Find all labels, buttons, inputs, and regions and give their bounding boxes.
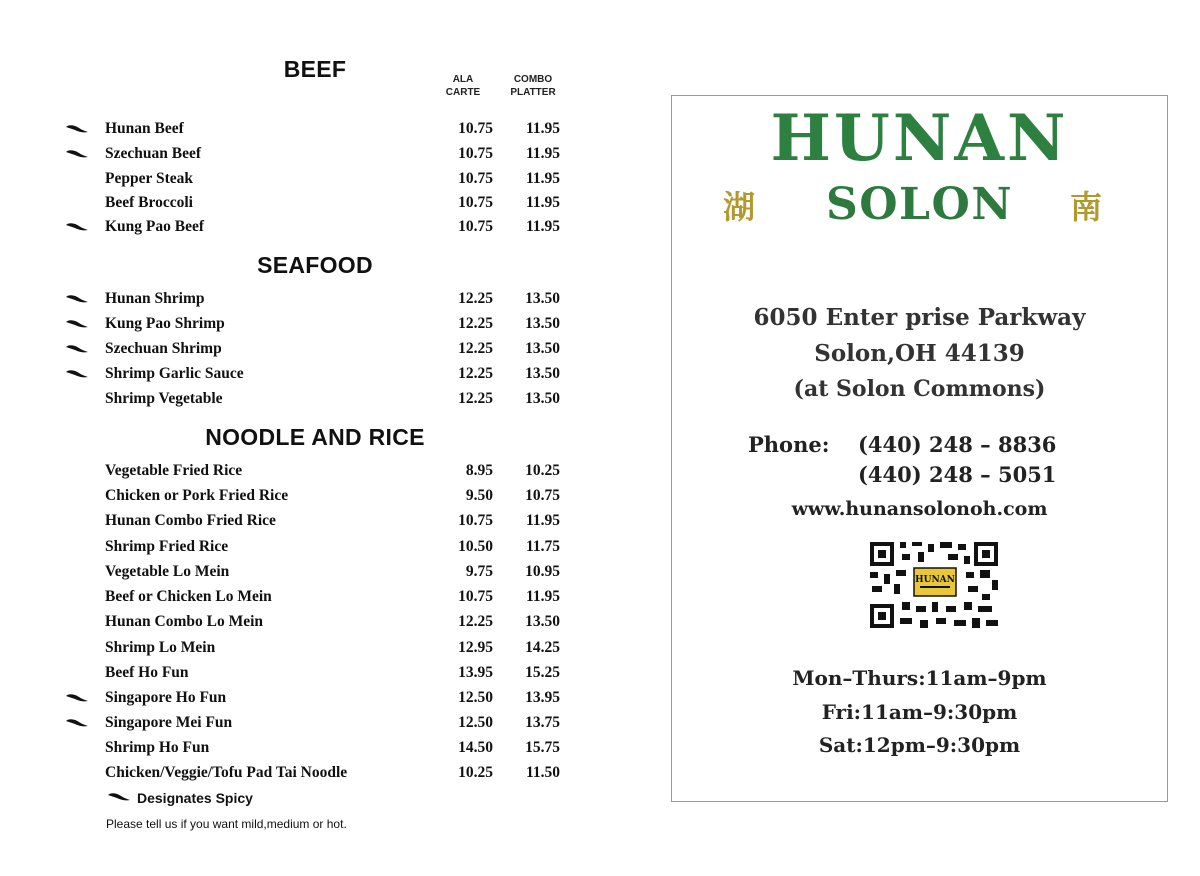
combo-platter-price: 14.25 — [525, 639, 560, 656]
ala-carte-price: 10.25 — [458, 764, 493, 781]
combo-platter-price: 15.75 — [525, 739, 560, 756]
combo-platter-price: 10.95 — [525, 563, 560, 580]
menu-item-row — [60, 613, 580, 635]
combo-platter-price: 11.95 — [525, 588, 560, 605]
ala-carte-price: 12.25 — [458, 315, 493, 332]
qr-code-icon — [868, 540, 1000, 630]
menu-item-name: Szechuan Shrimp — [105, 340, 222, 357]
menu-item-row — [60, 340, 580, 362]
menu-item-name: Hunan Beef — [105, 120, 184, 137]
chili-pepper-icon — [64, 343, 90, 357]
combo-platter-price: 11.75 — [525, 538, 560, 555]
menu-item-name: Beef Broccoli — [105, 194, 193, 211]
combo-platter-price: 11.95 — [525, 145, 560, 162]
ala-carte-price: 13.95 — [458, 664, 493, 681]
menu-item-name: Beef Ho Fun — [105, 664, 189, 681]
combo-platter-price: 13.50 — [525, 390, 560, 407]
menu-item-row — [60, 194, 580, 216]
menu-item-row — [60, 664, 580, 686]
menu-item-row — [60, 390, 580, 412]
combo-platter-price: 13.95 — [525, 689, 560, 706]
section-title: BEEF — [283, 56, 347, 82]
ala-carte-price: 12.25 — [458, 290, 493, 307]
combo-platter-line-1: COMBO — [513, 74, 553, 85]
menu-item-row — [60, 588, 580, 610]
chinese-character-right: 南 — [1069, 189, 1102, 225]
ala-carte-price: 12.25 — [458, 340, 493, 357]
chili-pepper-icon — [64, 368, 90, 382]
ala-carte-price: 12.25 — [458, 365, 493, 382]
menu-item-row — [60, 365, 580, 387]
chili-pepper-icon — [64, 148, 90, 162]
combo-platter-price: 13.50 — [525, 315, 560, 332]
combo-platter-price: 11.95 — [525, 218, 560, 235]
chili-pepper-icon — [64, 293, 90, 307]
combo-platter-price: 11.95 — [525, 194, 560, 211]
combo-platter-price: 13.50 — [525, 613, 560, 630]
menu-item-name: Hunan Combo Fried Rice — [105, 512, 276, 529]
ala-carte-price: 12.25 — [458, 613, 493, 630]
menu-item-name: Shrimp Fried Rice — [105, 538, 229, 555]
menu-item-row — [60, 689, 580, 711]
ala-carte-price: 10.75 — [458, 145, 493, 162]
menu-item-row — [60, 764, 580, 786]
ala-carte-price: 8.95 — [465, 462, 493, 479]
ala-carte-price: 9.75 — [465, 563, 493, 580]
menu-item-row — [60, 170, 580, 192]
combo-platter-price: 11.95 — [525, 170, 560, 187]
combo-platter-price: 13.75 — [525, 714, 560, 731]
menu-item-name: Shrimp Vegetable — [105, 390, 223, 407]
menu-item-row — [60, 739, 580, 761]
spice-level-note: Please tell us if you want mild,medium or hot. — [106, 817, 347, 831]
ala-carte-price: 10.50 — [458, 538, 493, 555]
section-title: NOODLE AND RICE — [205, 424, 425, 450]
combo-platter-line-2: PLATTER — [510, 87, 556, 98]
combo-platter-price: 13.50 — [525, 290, 560, 307]
ala-carte-price: 12.50 — [458, 689, 493, 706]
chili-pepper-icon — [64, 318, 90, 332]
combo-platter-price: 13.50 — [525, 365, 560, 382]
ala-carte-price: 10.75 — [458, 194, 493, 211]
address-street: 6050 Enter prise Parkway — [753, 304, 1086, 331]
brand-name-hunan: HUNAN — [770, 101, 1069, 176]
menu-item-row — [60, 462, 580, 484]
combo-platter-price: 13.50 — [525, 340, 560, 357]
menu-item-name: Chicken or Pork Fried Rice — [105, 487, 289, 504]
ala-carte-price: 10.75 — [458, 120, 493, 137]
hours-saturday: Sat:12pm–9:30pm — [818, 733, 1021, 757]
menu-item-name: Singapore Ho Fun — [105, 689, 227, 706]
ala-carte-price: 10.75 — [458, 588, 493, 605]
menu-item-name: Kung Pao Shrimp — [105, 315, 225, 332]
spicy-legend: Designates Spicy — [137, 790, 253, 806]
menu-item-row — [60, 315, 580, 337]
qr-logo-text: HUNAN — [915, 575, 955, 585]
chili-pepper-icon — [64, 692, 90, 706]
phone-label: Phone: — [748, 432, 830, 457]
menu-item-name: Kung Pao Beef — [105, 218, 205, 235]
menu-item-name: Beef or Chicken Lo Mein — [105, 588, 272, 605]
combo-platter-price: 10.25 — [525, 462, 560, 479]
menu-item-name: Hunan Shrimp — [105, 290, 205, 307]
menu-item-row — [60, 120, 580, 142]
menu-item-row — [60, 218, 580, 240]
website-link[interactable]: www.hunansolonoh.com — [791, 498, 1048, 520]
menu-item-row — [60, 714, 580, 736]
section-title: SEAFOOD — [257, 252, 373, 278]
menu-item-name: Hunan Combo Lo Mein — [105, 613, 264, 630]
ala-carte-price: 9.50 — [465, 487, 493, 504]
combo-platter-header — [510, 73, 555, 99]
ala-carte-price: 10.75 — [458, 512, 493, 529]
combo-platter-price: 10.75 — [525, 487, 560, 504]
ala-carte-price: 12.25 — [458, 390, 493, 407]
menu-item-name: Shrimp Lo Mein — [105, 639, 216, 656]
chili-pepper-icon — [106, 790, 132, 804]
combo-platter-price: 11.95 — [525, 120, 560, 137]
menu-item-row — [60, 639, 580, 661]
menu-item-name: Vegetable Fried Rice — [105, 462, 243, 479]
menu-item-name: Vegetable Lo Mein — [105, 563, 230, 580]
menu-item-name: Shrimp Ho Fun — [105, 739, 210, 756]
ala-carte-price: 10.75 — [458, 218, 493, 235]
menu-item-row — [60, 145, 580, 167]
menu-item-row — [60, 563, 580, 585]
address-landmark: (at Solon Commons) — [793, 376, 1046, 402]
hours-weekday: Mon–Thurs:11am–9pm — [792, 666, 1047, 690]
combo-platter-price: 11.95 — [525, 512, 560, 529]
restaurant-info-card — [671, 95, 1168, 802]
menu-item-name: Pepper Steak — [105, 170, 193, 187]
phone-number-1[interactable]: (440) 248 – 8836 — [858, 432, 1057, 457]
menu-item-row — [60, 512, 580, 534]
ala-carte-price: 12.95 — [458, 639, 493, 656]
chili-pepper-icon — [64, 123, 90, 137]
ala-carte-line-2: CARTE — [445, 87, 481, 98]
menu-item-name: Singapore Mei Fun — [105, 714, 233, 731]
ala-carte-line-1: ALA — [452, 74, 474, 85]
menu-item-name: Chicken/Veggie/Tofu Pad Tai Noodle — [105, 764, 348, 781]
chinese-character-left: 湖 — [722, 189, 755, 225]
combo-platter-price: 15.25 — [525, 664, 560, 681]
menu-item-row — [60, 538, 580, 560]
ala-carte-price: 10.75 — [458, 170, 493, 187]
brand-name-solon: SOLON — [825, 179, 1014, 230]
ala-carte-price: 14.50 — [458, 739, 493, 756]
combo-platter-price: 11.50 — [525, 764, 560, 781]
ala-carte-header — [446, 73, 480, 99]
phone-number-2[interactable]: (440) 248 – 5051 — [858, 462, 1057, 487]
menu-item-name: Shrimp Garlic Sauce — [105, 365, 244, 382]
ala-carte-price: 12.50 — [458, 714, 493, 731]
menu-item-name: Szechuan Beef — [105, 145, 202, 162]
hours-friday: Fri:11am–9:30pm — [821, 700, 1018, 724]
menu-item-row — [60, 290, 580, 312]
chili-pepper-icon — [64, 717, 90, 731]
address-city: Solon,OH 44139 — [814, 340, 1025, 367]
chili-pepper-icon — [64, 221, 90, 235]
menu-item-row — [60, 487, 580, 509]
